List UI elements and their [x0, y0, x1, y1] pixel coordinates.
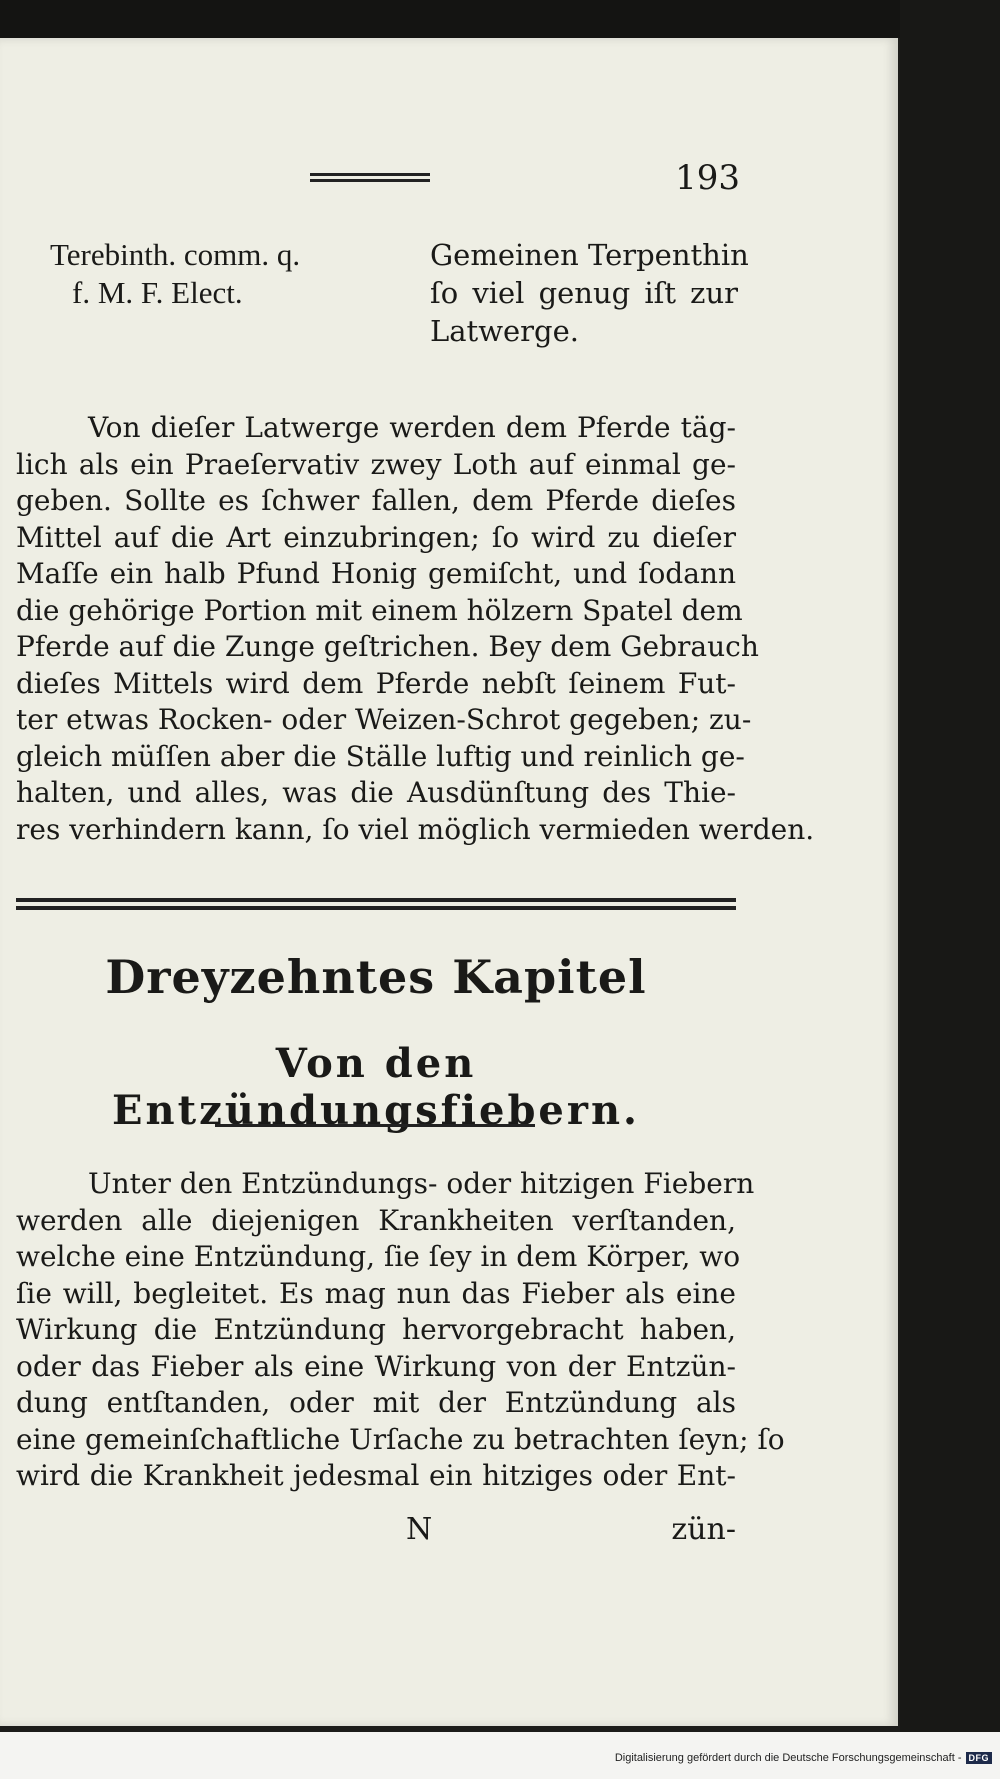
recipe-german-column: [430, 236, 749, 350]
text-line: gleich müſſen aber die Ställe luftig und reinlich ge-: [16, 739, 745, 773]
catchword: zün-: [671, 1512, 736, 1547]
recipe-latin-line: Terebinth. comm. q.: [50, 237, 301, 272]
text-line: dieſes Mittels wird dem Pferde nebſt ſeinem Fut-: [16, 666, 736, 700]
text-line: eine gemeinſchaftliche Urſache zu betrachten ſeyn; ſo: [16, 1422, 785, 1456]
text-line: res verhindern kann, ſo viel möglich vermieden werden.: [16, 812, 815, 846]
text-line: dung entſtanden, oder mit der Entzündung als: [16, 1386, 736, 1419]
page-number: 193: [675, 158, 740, 198]
chapter-subtitle: Von den Entzündungsfiebern.: [112, 1040, 640, 1134]
text-line: Maſſe ein halb Pfund Honig gemiſcht, und ſodann: [16, 557, 736, 590]
text-line: ſie will, begleitet. Es mag nun das Fieber als eine: [16, 1276, 736, 1310]
recipe-german-line: Latwerge.: [430, 314, 579, 348]
text-line: welche eine Entzündung, ſie ſey in dem Körper, wo: [16, 1240, 741, 1273]
text-line: Wirkung die Entzündung hervorgebracht haben,: [16, 1313, 736, 1346]
text-line: Unter den Entzündungs- oder hitzigen Fiebern: [88, 1167, 755, 1200]
text-line: wird die Krankheit jedesmal ein hitziges oder Ent-: [16, 1459, 736, 1492]
paragraph-latwerge: [16, 410, 815, 848]
scan-background-right: [900, 0, 1000, 1779]
text-line: Mittel auf die Art einzubringen; ſo wird zu dieſer: [16, 520, 736, 554]
recipe-latin-column: [50, 236, 430, 312]
text-line: Von dieſer Latwerge werden dem Pferde täg-: [88, 411, 736, 444]
chapter-title: Dreyzehntes Kapitel: [105, 950, 647, 1004]
text-line: ter etwas Rocken- oder Weizen-Schrot gegeben; zu-: [16, 703, 752, 736]
chapter-rule: [215, 1124, 535, 1127]
signature-mark: N: [406, 1512, 433, 1547]
text-line: werden alle diejenigen Krankheiten verſtanden,: [16, 1203, 736, 1237]
digitization-credit: [615, 1752, 992, 1764]
recipe-german-line: ſo viel genug iſt zur: [430, 276, 738, 310]
scan-background-top: [0, 0, 1000, 38]
text-line: die gehörige Portion mit einem hölzern Spatel dem: [16, 593, 743, 627]
section-divider: [16, 898, 736, 910]
text-line: Pferde auf die Zunge geſtrichen. Bey dem Gebrauch: [16, 630, 759, 663]
text-line: halten, und alles, was die Ausdünſtung des Thie-: [16, 776, 736, 809]
header-ornament-rule: [310, 173, 430, 182]
text-line: lich als ein Praeſervativ zwey Loth auf einmal ge-: [16, 447, 736, 481]
paragraph-entzuendungsfieber: [16, 1166, 785, 1495]
catchword-row: [16, 1512, 736, 1552]
credit-text: Digitalisierung gefördert durch die Deutsche Forschungsgemeinschaft -: [614, 1752, 962, 1764]
recipe-latin-line: f. M. F. Elect.: [72, 275, 243, 310]
dfg-logo: DFG: [966, 1752, 993, 1764]
text-line: geben. Sollte es ſchwer fallen, dem Pferde dieſes: [16, 484, 736, 517]
recipe-german-line: Gemeinen Terpenthin: [430, 238, 749, 272]
book-page: [0, 38, 898, 1726]
text-line: oder das Fieber als eine Wirkung von der Entzün-: [16, 1349, 736, 1383]
